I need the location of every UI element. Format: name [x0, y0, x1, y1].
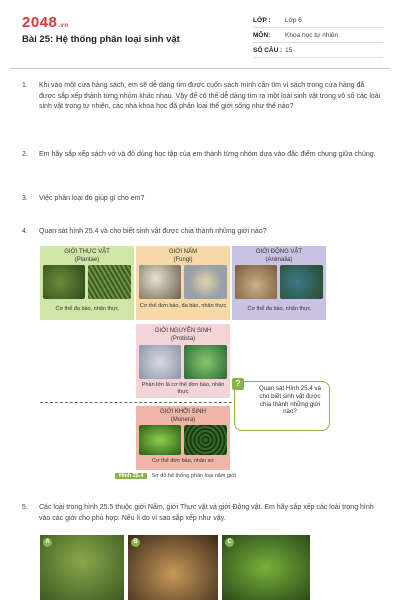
site-logo[interactable]	[22, 14, 69, 31]
logo-text: 2048	[22, 14, 58, 31]
question-text: Khi vào một cửa hàng sách, em sẽ dễ dàng tìm được cuốn sách mình cần tìm vì sách trong cửa hàng đã được sắp xếp thành từng nhóm khác nhau. Vậy để có thể dễ dàng tìm ra một loài sinh vật trong vô số các loài sinh vật trong tự nhiên, các nhà khoa học đã phân loại thế giới sống như thế nào?	[39, 82, 381, 110]
header-divider	[10, 68, 390, 69]
kingdom-protista	[136, 324, 230, 398]
monera-photo	[139, 425, 181, 455]
meta-row-count	[253, 43, 383, 58]
photo-label: C	[225, 538, 234, 547]
fungi-photo	[184, 265, 227, 299]
logo-suffix: .vn	[58, 23, 69, 29]
kingdom-latin: (Fungi)	[173, 257, 193, 263]
question-bubble	[234, 381, 330, 431]
meta-key: MÔN:	[253, 31, 271, 39]
animal-photo	[280, 265, 323, 299]
photo-a	[40, 535, 124, 600]
meta-value: Lớp 6	[285, 16, 302, 24]
question-text: Quan sát hình 25.4 và cho biết sinh vật được chia thành những giới nào?	[39, 228, 267, 235]
photo-label: A	[43, 538, 52, 547]
question-2	[22, 150, 382, 174]
question-4	[22, 227, 382, 239]
question-number: 2.	[22, 151, 28, 158]
kingdom-latin: (Protista)	[170, 336, 196, 342]
meta-key: SỐ CÂU :	[253, 46, 283, 54]
monera-photo	[184, 425, 227, 455]
question-number: 3.	[22, 195, 28, 202]
lesson-meta	[253, 13, 383, 58]
protista-photo	[184, 345, 227, 379]
question-3	[22, 194, 382, 206]
kingdom-desc: Cơ thể đơn bào, đa bào, nhân thực	[139, 303, 227, 309]
question-mark-icon: ?	[232, 378, 244, 390]
header	[0, 0, 400, 70]
figure-caption	[115, 473, 236, 479]
question-number: 4.	[22, 228, 28, 235]
photo-b	[128, 535, 218, 600]
meta-key: LỚP :	[253, 16, 271, 24]
meta-row-subject	[253, 28, 383, 43]
meta-row-class	[253, 13, 383, 28]
kingdom-title: GIỚI ĐỘNG VẬT	[255, 249, 303, 255]
bubble-text: Quan sát Hình 25.4 và cho biết sinh vật được chia thành những giới nào?	[259, 385, 321, 416]
kingdom-desc: Phần lớn là cơ thể đơn bào, nhân thực	[141, 382, 225, 395]
kingdom-plantae	[40, 246, 134, 320]
kingdom-desc: Cơ thể đa bào, nhân thực	[247, 306, 311, 312]
photo-c	[222, 535, 310, 600]
kingdom-latin: (Monera)	[170, 417, 196, 423]
kingdom-title: GIỚI NGUYÊN SINH	[154, 328, 212, 334]
kingdom-desc: Cơ thể đơn bào, nhân sơ	[152, 458, 214, 464]
question-text: Em hãy sắp xếp sách vở và đồ dùng học tập của em thành từng nhóm dựa vào đặc điểm chung giữa chúng.	[39, 151, 376, 158]
kingdom-latin: (Animalia)	[265, 257, 293, 263]
classification-figure	[40, 246, 326, 474]
photo-label: B	[131, 538, 140, 547]
question-number: 5.	[22, 504, 28, 511]
kingdom-latin: (Plantae)	[74, 257, 100, 263]
kingdom-fungi	[136, 246, 230, 320]
kingdom-animalia	[232, 246, 326, 320]
fungi-photo	[139, 265, 181, 299]
question-text: Việc phân loại đó giúp gì cho em?	[39, 195, 145, 202]
kingdom-title: GIỚI NẤM	[168, 249, 198, 255]
kingdom-desc: Cơ thể đa bào, nhân thực	[55, 306, 119, 312]
animal-photo	[235, 265, 277, 299]
meta-value: 15	[285, 46, 293, 54]
kingdom-title: GIỚI THỰC VẬT	[64, 249, 110, 255]
question-1	[22, 81, 382, 129]
lesson-title: Bài 25: Hệ thống phân loại sinh vật	[22, 34, 180, 45]
figure-caption-text: Sơ đồ hệ thống phân loại năm giới	[151, 473, 237, 479]
plant-photo	[88, 265, 131, 299]
kingdom-title: GIỚI KHỞI SINH	[160, 409, 206, 415]
question-number: 1.	[22, 82, 28, 89]
plant-photo	[43, 265, 85, 299]
figure-tag: Hình 25.4	[115, 473, 147, 479]
kingdom-monera	[136, 406, 230, 470]
question-5	[22, 503, 382, 527]
meta-value: Khoa học tự nhiên	[285, 31, 339, 39]
protista-photo	[139, 345, 181, 379]
question-text: Các loài trong hình 25.5 thuộc giới Nấm, giới Thực vật và giới Động vật. Em hãy sắp xếp các loài trong hình vào các giới cho phù hợp. Nếu lí do vì sao sắp xếp như vậy.	[39, 504, 374, 522]
